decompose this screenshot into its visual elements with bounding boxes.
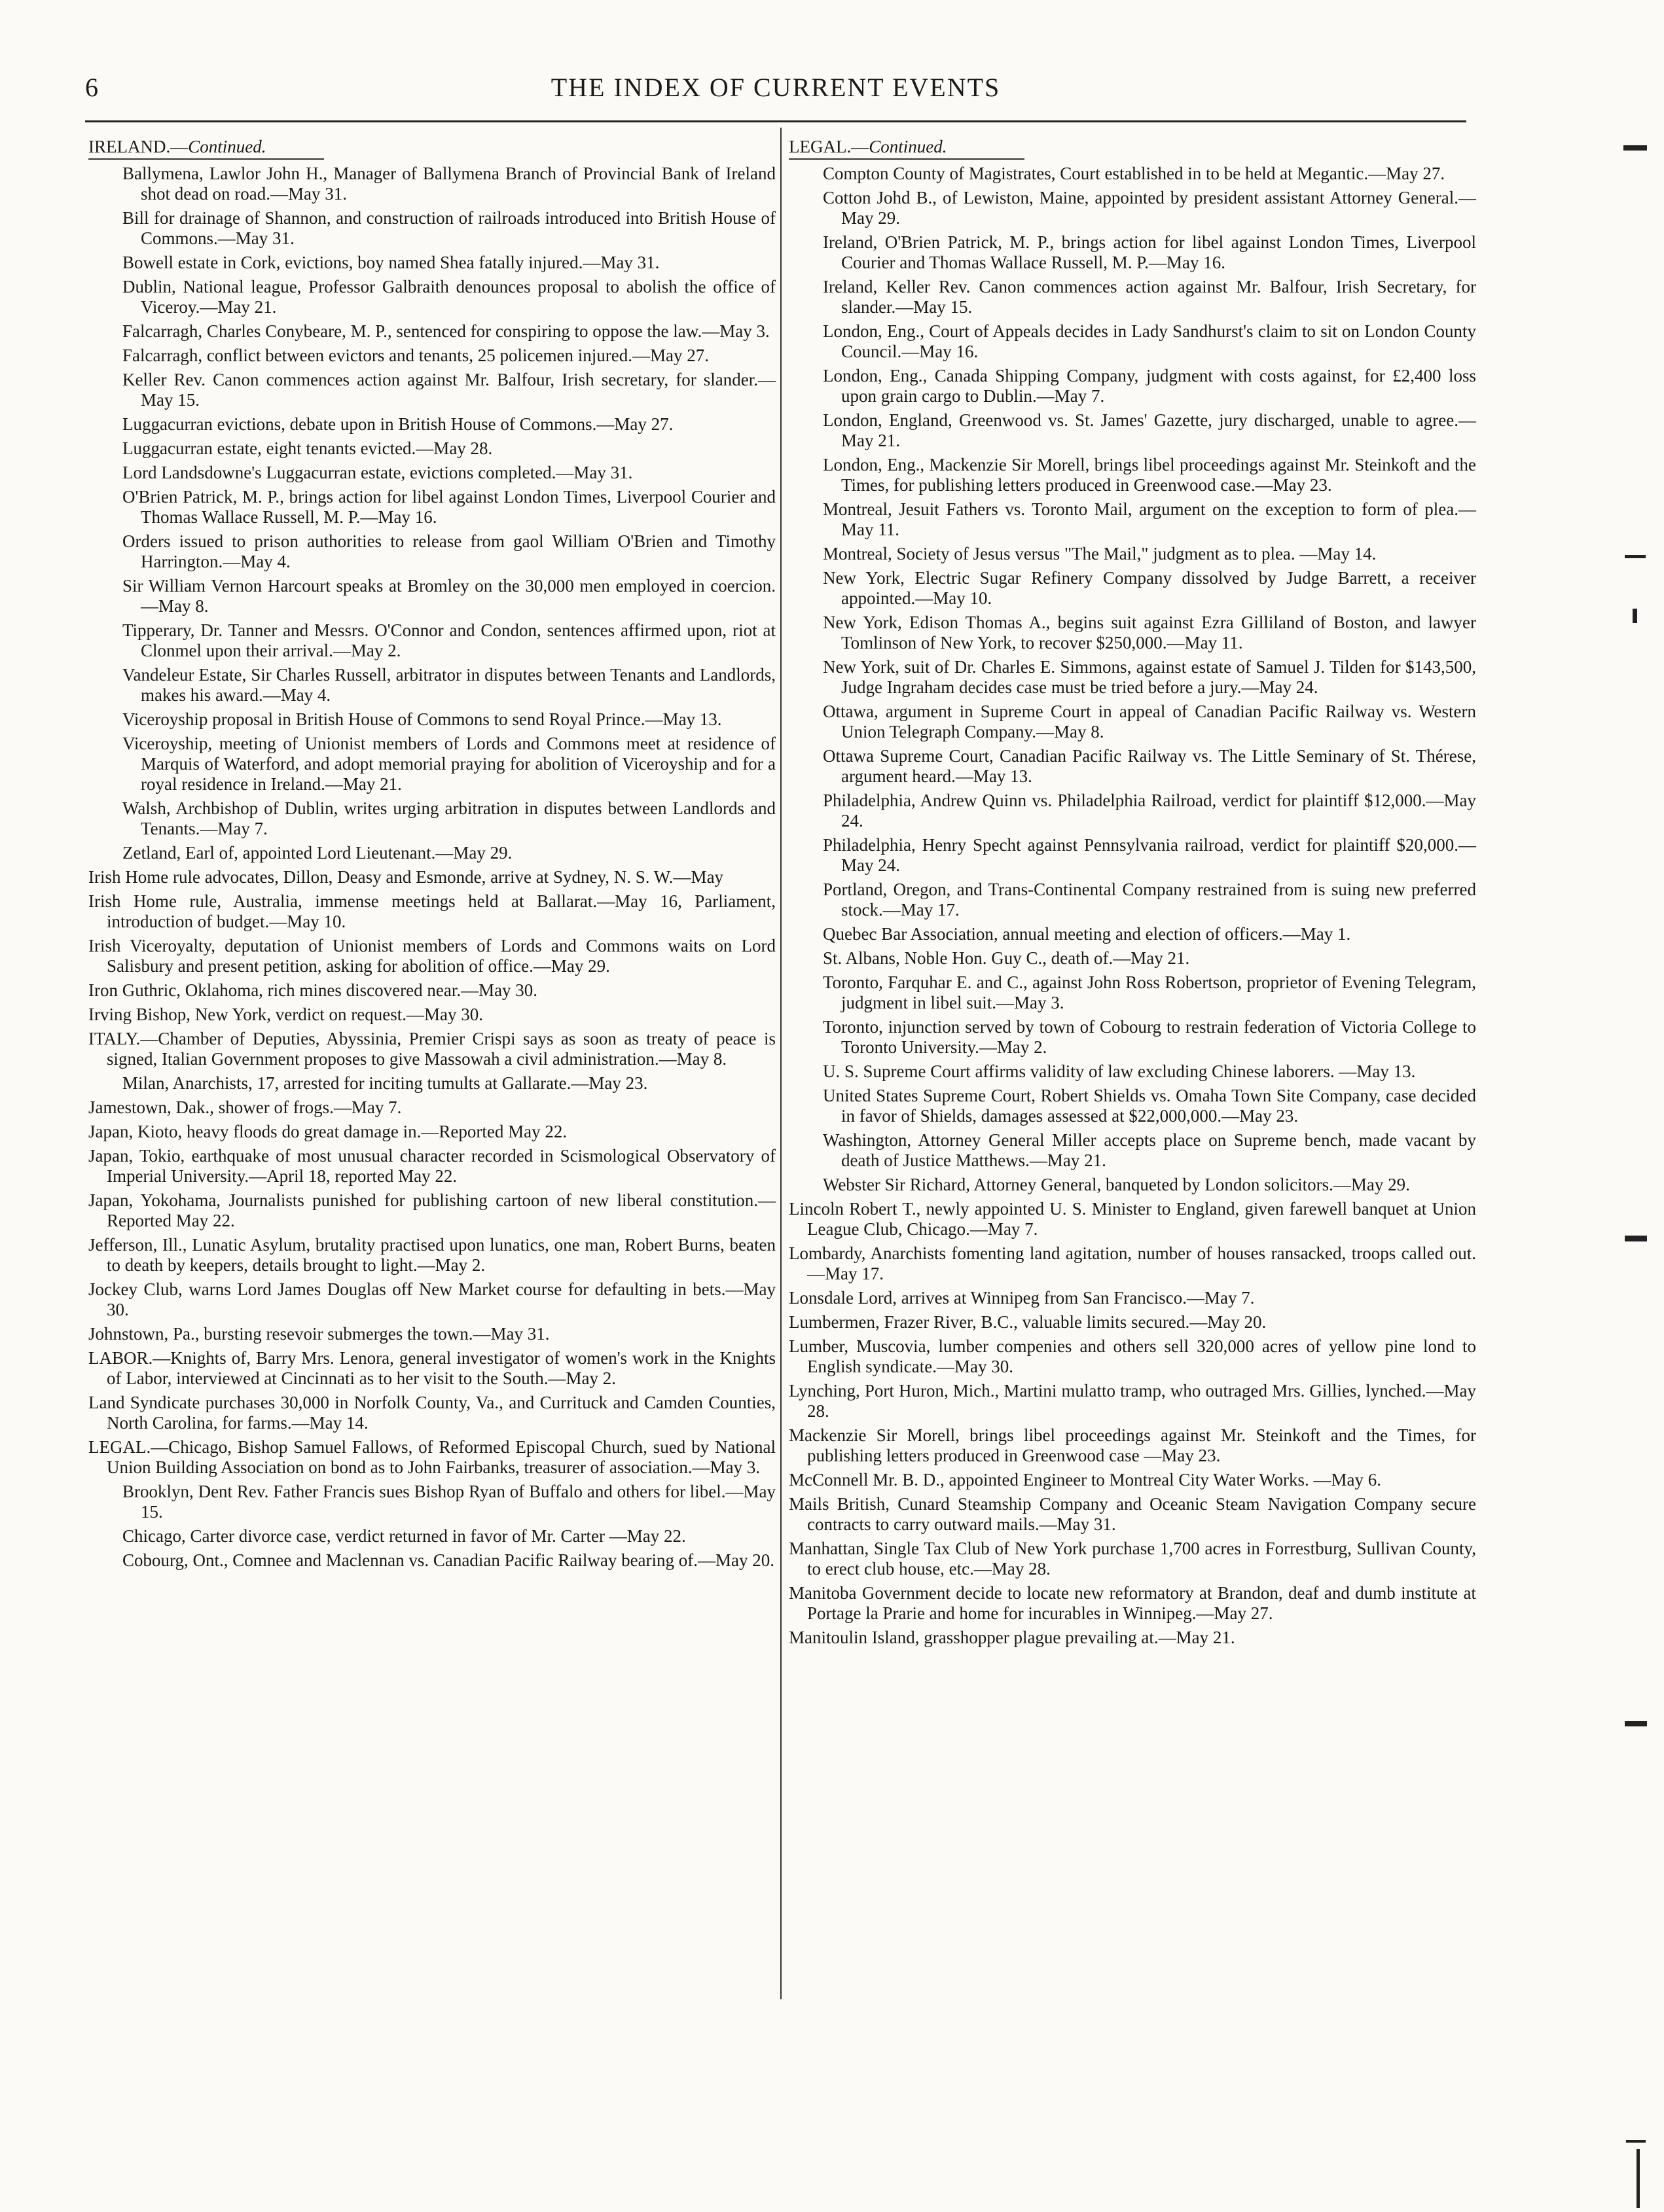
index-entry: Ottawa, argument in Supreme Court in appeal of Canadian Pacific Railway vs. Western Union Telegraph Company.—May 8.: [823, 702, 1476, 741]
index-entry: U. S. Supreme Court affirms validity of law excluding Chinese laborers. —May 13.: [823, 1061, 1416, 1081]
heading-label: IRELAND.—: [88, 137, 189, 156]
index-entry: Montreal, Society of Jesus versus "The Mail," judgment as to plea. —May 14.: [823, 544, 1377, 563]
index-entry: Ireland, Keller Rev. Canon commences action against Mr. Balfour, Irish Secretary, for slander.—May 15.: [823, 277, 1476, 317]
index-entry: Manitoba Government decide to locate new reformatory at Brandon, deaf and dumb institute at Portage la Prarie and home for incurables in Winnipeg.—May 27.: [789, 1583, 1476, 1623]
index-entry: McConnell Mr. B. D., appointed Engineer to Montreal City Water Works. —May 6.: [789, 1470, 1382, 1490]
column-divider: [780, 128, 782, 1999]
index-entry: Toronto, injunction served by town of Cobourg to restrain federation of Victoria College to Toronto University.—May 2.: [823, 1017, 1476, 1057]
index-entry: Brooklyn, Dent Rev. Father Francis sues Bishop Ryan of Buffalo and others for libel.—May 15.: [122, 1482, 776, 1522]
heading-rule: [789, 158, 1024, 160]
index-entry: Manhattan, Single Tax Club of New York purchase 1,700 acres in Forrestburg, Sullivan County, to erect club house, etc.—May 28.: [789, 1539, 1476, 1579]
index-entry: New York, suit of Dr. Charles E. Simmons, against estate of Samuel J. Tilden for $143,500, Judge Ingraham decides case must be tried before a jury.—May 24.: [823, 657, 1476, 697]
index-entry: London, England, Greenwood vs. St. James' Gazette, jury discharged, unable to agree.—May 21.: [823, 410, 1476, 450]
index-entry: St. Albans, Noble Hon. Guy C., death of.—May 21.: [823, 948, 1190, 968]
index-entry: Irish Viceroyalty, deputation of Unionist members of Lords and Commons waits on Lord Salisbury and present petition, asking for abolition of office.—May 29.: [88, 936, 776, 976]
heading-continued: Continued.: [869, 137, 947, 156]
index-entry: Mackenzie Sir Morell, brings libel proceedings against Mr. Steinkoft and the Times, for publishing letters produced in Greenwood case —May 23.: [789, 1425, 1476, 1465]
index-entry: LABOR.—Knights of, Barry Mrs. Lenora, general investigator of women's work in the Knights of Labor, interviewed at Cincinnati as to her visit to the South.—May 2.: [88, 1348, 776, 1388]
index-entry: O'Brien Patrick, M. P., brings action for libel against London Times, Liverpool Courier and Thomas Wallace Russell, M. P.—May 16.: [122, 487, 776, 527]
index-entry: Luggacurran evictions, debate upon in British House of Commons.—May 27.: [122, 414, 674, 434]
index-entry: Zetland, Earl of, appointed Lord Lieutenant.—May 29.: [122, 843, 513, 863]
margin-mark: [1623, 145, 1647, 151]
index-entry: London, Eng., Court of Appeals decides in Lady Sandhurst's claim to sit on London County Council.—May 16.: [823, 321, 1476, 361]
index-entry: Lonsdale Lord, arrives at Winnipeg from San Francisco.—May 7.: [789, 1288, 1255, 1308]
index-entry: Washington, Attorney General Miller accepts place on Supreme bench, made vacant by death of Justice Matthews.—May 21.: [823, 1130, 1476, 1170]
index-entry: Philadelphia, Henry Specht against Pennsylvania railroad, verdict for plaintiff $20,000.—May 24.: [823, 835, 1476, 875]
index-entry: Milan, Anarchists, 17, arrested for inciting tumults at Gallarate.—May 23.: [122, 1073, 648, 1093]
index-entry: Land Syndicate purchases 30,000 in Norfolk County, Va., and Currituck and Camden Counties, North Carolina, for farms.—May 14.: [88, 1393, 776, 1433]
index-entry: Luggacurran estate, eight tenants evicted.—May 28.: [122, 438, 493, 458]
index-entry: Lincoln Robert T., newly appointed U. S. Minister to England, given farewell banquet at Union League Club, Chicago.—May 7.: [789, 1199, 1476, 1239]
margin-mark: [1626, 2140, 1646, 2143]
index-entry: Ballymena, Lawlor John H., Manager of Ballymena Branch of Provincial Bank of Ireland shot dead on road.—May 31.: [122, 164, 776, 204]
margin-mark: [1625, 1721, 1647, 1726]
margin-mark: [1625, 1236, 1647, 1241]
index-entry: Montreal, Jesuit Fathers vs. Toronto Mail, argument on the exception to form of plea.—May 11.: [823, 499, 1476, 539]
index-entry: Orders issued to prison authorities to release from gaol William O'Brien and Timothy Harrington.—May 4.: [122, 531, 776, 571]
index-entry: Jockey Club, warns Lord James Douglas off New Market course for defaulting in bets.—May 30.: [88, 1279, 776, 1319]
index-entry: Cobourg, Ont., Comnee and Maclennan vs. Canadian Pacific Railway bearing of.—May 20.: [122, 1550, 775, 1570]
index-entry: New York, Electric Sugar Refinery Company dissolved by Judge Barrett, a receiver appointed.—May 10.: [823, 568, 1476, 608]
heading-continued: Continued.: [188, 137, 266, 156]
index-entry: Jamestown, Dak., shower of frogs.—May 7.: [88, 1097, 402, 1117]
section-heading-legal: [789, 137, 1476, 157]
index-entry: Ireland, O'Brien Patrick, M. P., brings action for libel against London Times, Liverpool Courier and Thomas Wallace Russell, M. P.—May 16.: [823, 232, 1476, 272]
index-entry: Japan, Kioto, heavy floods do great damage in.—Reported May 22.: [88, 1122, 568, 1141]
index-entry: Toronto, Farquhar E. and C., against John Ross Robertson, proprietor of Evening Telegram, judgment in libel suit.—May 3.: [823, 972, 1476, 1012]
index-entry: London, Eng., Canada Shipping Company, judgment with costs against, for £2,400 loss upon grain cargo to Dublin.—May 7.: [823, 366, 1476, 406]
index-entry: ITALY.—Chamber of Deputies, Abyssinia, Premier Crispi says as soon as treaty of peace is signed, Italian Government proposes to give Massowah a civil administration.—May 8.: [88, 1029, 776, 1069]
index-entry: United States Supreme Court, Robert Shields vs. Omaha Town Site Company, case decided in favor of Shields, damages assessed at $22,000,000.—May 23.: [823, 1086, 1476, 1126]
index-entry: Bill for drainage of Shannon, and construction of railroads introduced into British House of Commons.—May 31.: [122, 208, 776, 248]
margin-mark: [1633, 609, 1637, 623]
index-entry: Portland, Oregon, and Trans-Continental Company restrained from is suing new preferred stock.—May 17.: [823, 880, 1476, 919]
margin-mark: [1625, 555, 1646, 558]
section-heading-ireland: [88, 137, 776, 157]
left-column: [88, 134, 776, 1575]
index-entry: Chicago, Carter divorce case, verdict returned in favor of Mr. Carter —May 22.: [122, 1526, 686, 1546]
right-column: [789, 134, 1476, 1652]
index-entry: Quebec Bar Association, annual meeting and election of officers.—May 1.: [823, 924, 1351, 944]
page-number: 6: [85, 73, 98, 102]
index-entry: Sir William Vernon Harcourt speaks at Bromley on the 30,000 men employed in coercion.—May 8.: [122, 576, 776, 616]
index-entry: Dublin, National league, Professor Galbraith denounces proposal to abolish the office of Viceroy.—May 21.: [122, 277, 776, 317]
index-entry: Irish Home rule, Australia, immense meetings held at Ballarat.—May 16, Parliament, introduction of budget.—May 10.: [88, 891, 776, 931]
index-entry: Webster Sir Richard, Attorney General, banqueted by London solicitors.—May 29.: [823, 1175, 1410, 1194]
index-entry: Bowell estate in Cork, evictions, boy named Shea fatally injured.—May 31.: [122, 253, 660, 272]
heading-rule: [88, 158, 324, 160]
header-rule: [85, 120, 1466, 122]
index-entry: LEGAL.—Chicago, Bishop Samuel Fallows, of Reformed Episcopal Church, sued by National Union Building Association on bond as to John Fairbanks, treasurer of association.—May 3.: [88, 1437, 776, 1477]
index-entry: Mails British, Cunard Steamship Company and Oceanic Steam Navigation Company secure contracts to carry outward mails.—May 31.: [789, 1494, 1476, 1534]
index-entry: New York, Edison Thomas A., begins suit against Ezra Gilliland of Boston, and lawyer Tomlinson of New York, to recover $250,000.—May 11.: [823, 613, 1476, 652]
index-entry: Johnstown, Pa., bursting resevoir submerges the town.—May 31.: [88, 1324, 550, 1344]
index-entry: Vandeleur Estate, Sir Charles Russell, arbitrator in disputes between Tenants and Landlords, makes his award.—May 4.: [122, 665, 776, 705]
index-entry: Lumber, Muscovia, lumber compenies and others sell 320,000 acres of yellow pine lond to English syndicate.—May 30.: [789, 1336, 1476, 1376]
index-entry: Compton County of Magistrates, Court established in to be held at Megantic.—May 27.: [823, 164, 1445, 183]
index-entry: Walsh, Archbishop of Dublin, writes urging arbitration in disputes between Landlords and Tenants.—May 7.: [122, 798, 776, 838]
margin-mark: [1637, 2149, 1640, 2208]
index-entry: Keller Rev. Canon commences action against Mr. Balfour, Irish secretary, for slander.—May 15.: [122, 370, 776, 410]
index-entry: Lord Landsdowne's Luggacurran estate, evictions completed.—May 31.: [122, 463, 633, 482]
index-entry: Manitoulin Island, grasshopper plague prevailing at.—May 21.: [789, 1628, 1235, 1647]
page-header: [85, 65, 1466, 118]
index-entry: Lombardy, Anarchists fomenting land agitation, number of houses ransacked, troops called out.—May 17.: [789, 1243, 1476, 1283]
index-entry: Jefferson, Ill., Lunatic Asylum, brutality practised upon lunatics, one man, Robert Burns, beaten to death by keepers, details brought to light.—May 2.: [88, 1235, 776, 1275]
index-entry: Lynching, Port Huron, Mich., Martini mulatto tramp, who outraged Mrs. Gillies, lynched.—May 28.: [789, 1381, 1476, 1421]
index-entry: Falcarragh, conflict between evictors and tenants, 25 policemen injured.—May 27.: [122, 346, 709, 365]
right-entries: [789, 164, 1476, 1648]
index-entry: Philadelphia, Andrew Quinn vs. Philadelphia Railroad, verdict for plaintiff $12,000.—May 24.: [823, 791, 1476, 830]
index-entry: Falcarragh, Charles Conybeare, M. P., sentenced for conspiring to oppose the law.—May 3.: [122, 321, 770, 341]
left-entries: [88, 164, 776, 1571]
index-entry: Ottawa Supreme Court, Canadian Pacific Railway vs. The Little Seminary of St. Thérese, argument heard.—May 13.: [823, 746, 1476, 786]
index-entry: Tipperary, Dr. Tanner and Messrs. O'Connor and Condon, sentences affirmed upon, riot at Clonmel upon their arrival.—May 2.: [122, 620, 776, 660]
page-title: THE INDEX OF CURRENT EVENTS: [551, 73, 1001, 102]
index-entry: Lumbermen, Frazer River, B.C., valuable limits secured.—May 20.: [789, 1312, 1267, 1332]
index-entry: Japan, Tokio, earthquake of most unusual character recorded in Scismological Observatory of Imperial University.—April 18, reported May 22.: [88, 1146, 776, 1186]
index-entry: Irving Bishop, New York, verdict on request.—May 30.: [88, 1005, 483, 1024]
index-entry: Japan, Yokohama, Journalists punished for publishing cartoon of new liberal constitution.—Reported May 22.: [88, 1190, 776, 1230]
index-entry: London, Eng., Mackenzie Sir Morell, brings libel proceedings against Mr. Steinkoft and the Times, for publishing letters produced in Greenwood case.—May 23.: [823, 455, 1476, 495]
index-entry: Iron Guthric, Oklahoma, rich mines discovered near.—May 30.: [88, 980, 538, 1000]
index-entry: Viceroyship, meeting of Unionist members of Lords and Commons meet at residence of Marquis of Waterford, and adopt memorial praying for abolition of Viceroyship and for a royal residence in Ireland.—May 21.: [122, 734, 776, 794]
index-entry: Viceroyship proposal in British House of Commons to send Royal Prince.—May 13.: [122, 709, 722, 729]
index-entry: Irish Home rule advocates, Dillon, Deasy and Esmonde, arrive at Sydney, N. S. W.—May: [88, 867, 724, 887]
index-entry: Cotton Johd B., of Lewiston, Maine, appointed by president assistant Attorney General.—May 29.: [823, 188, 1476, 228]
heading-label: LEGAL.—: [789, 137, 869, 156]
